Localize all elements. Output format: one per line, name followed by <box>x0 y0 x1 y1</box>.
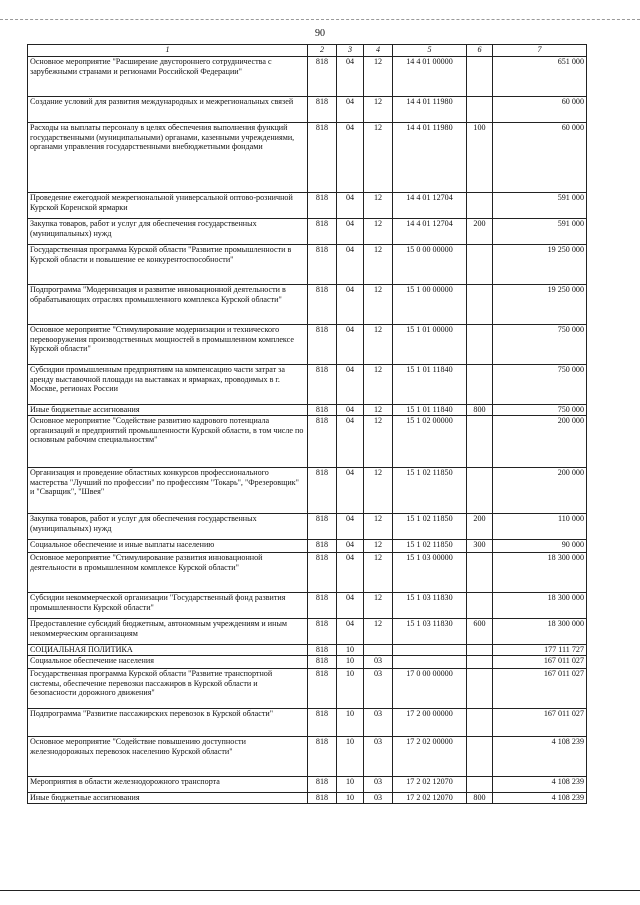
row-target-code: 15 1 01 00000 <box>393 325 467 365</box>
row-ministry-code: 818 <box>308 97 337 123</box>
row-amount: 167 011 027 <box>493 669 587 709</box>
table-row <box>28 619 587 645</box>
row-expense-type <box>467 709 493 737</box>
row-ministry-code: 818 <box>308 709 337 737</box>
row-section-code: 04 <box>337 325 364 365</box>
row-section-code: 04 <box>337 405 364 416</box>
row-ministry-code: 818 <box>308 123 337 193</box>
row-ministry-code: 818 <box>308 193 337 219</box>
row-subsection-code: 12 <box>364 123 393 193</box>
col-header-7: 7 <box>493 45 587 57</box>
row-expense-type <box>467 416 493 468</box>
table-row <box>28 777 587 793</box>
row-amount: 200 000 <box>493 416 587 468</box>
row-subsection-code: 03 <box>364 709 393 737</box>
row-ministry-code: 818 <box>308 553 337 593</box>
row-amount: 750 000 <box>493 365 587 405</box>
row-section-code: 10 <box>337 793 364 804</box>
row-expense-type <box>467 645 493 656</box>
row-target-code: 17 0 00 00000 <box>393 669 467 709</box>
row-subsection-code: 12 <box>364 285 393 325</box>
row-section-code: 04 <box>337 285 364 325</box>
row-subsection-code: 12 <box>364 593 393 619</box>
row-name: Субсидии некоммерческой организации "Государственный фонд развития промышленности Курской области" <box>28 593 308 619</box>
row-subsection-code: 12 <box>364 97 393 123</box>
table-row <box>28 416 587 468</box>
row-target-code: 17 2 02 00000 <box>393 737 467 777</box>
row-amount: 167 011 027 <box>493 656 587 669</box>
row-amount: 60 000 <box>493 97 587 123</box>
row-ministry-code: 818 <box>308 405 337 416</box>
row-subsection-code: 12 <box>364 468 393 514</box>
row-ministry-code: 818 <box>308 468 337 514</box>
row-target-code: 15 1 01 11840 <box>393 405 467 416</box>
table-row <box>28 193 587 219</box>
row-target-code: 17 2 02 12070 <box>393 777 467 793</box>
table-row <box>28 123 587 193</box>
row-expense-type <box>467 553 493 593</box>
table-row <box>28 553 587 593</box>
row-section-code: 04 <box>337 123 364 193</box>
table-row <box>28 645 587 656</box>
row-ministry-code: 818 <box>308 737 337 777</box>
row-target-code: 15 1 02 00000 <box>393 416 467 468</box>
row-ministry-code: 818 <box>308 285 337 325</box>
row-section-code: 10 <box>337 737 364 777</box>
row-name: Основное мероприятие "Расширение двустороннего сотрудничества с зарубежными странами и регионами Российской Федерации" <box>28 57 308 97</box>
row-subsection-code: 03 <box>364 793 393 804</box>
row-name: Закупка товаров, работ и услуг для обеспечения государственных (муниципальных) нужд <box>28 219 308 245</box>
row-section-code: 10 <box>337 656 364 669</box>
row-target-code: 15 1 02 11850 <box>393 540 467 553</box>
row-expense-type <box>467 97 493 123</box>
row-amount: 750 000 <box>493 325 587 365</box>
row-expense-type <box>467 669 493 709</box>
row-subsection-code: 12 <box>364 193 393 219</box>
table-row <box>28 737 587 777</box>
row-amount: 750 000 <box>493 405 587 416</box>
row-target-code: 14 4 01 12704 <box>393 219 467 245</box>
row-amount: 4 108 239 <box>493 793 587 804</box>
bottom-rule <box>0 890 640 891</box>
row-amount: 4 108 239 <box>493 737 587 777</box>
row-amount: 591 000 <box>493 219 587 245</box>
row-subsection-code: 03 <box>364 737 393 777</box>
row-section-code: 04 <box>337 97 364 123</box>
row-subsection-code: 12 <box>364 405 393 416</box>
row-subsection-code: 12 <box>364 416 393 468</box>
row-section-code: 04 <box>337 540 364 553</box>
budget-table <box>27 44 587 804</box>
row-section-code: 10 <box>337 645 364 656</box>
row-amount: 18 300 000 <box>493 553 587 593</box>
row-target-code: 15 1 03 11830 <box>393 619 467 645</box>
row-subsection-code <box>364 645 393 656</box>
row-expense-type: 800 <box>467 405 493 416</box>
table-row <box>28 245 587 285</box>
row-section-code: 04 <box>337 416 364 468</box>
row-ministry-code: 818 <box>308 793 337 804</box>
row-target-code <box>393 656 467 669</box>
row-ministry-code: 818 <box>308 325 337 365</box>
col-header-2: 2 <box>308 45 337 57</box>
row-section-code: 04 <box>337 619 364 645</box>
table-row <box>28 514 587 540</box>
row-expense-type: 300 <box>467 540 493 553</box>
row-name: Иные бюджетные ассигнования <box>28 405 308 416</box>
row-name: Подпрограмма "Модернизация и развитие инновационной деятельности в обрабатывающих отраслях промышленного комплекса Курской области" <box>28 285 308 325</box>
row-section-code: 04 <box>337 468 364 514</box>
col-header-1: 1 <box>28 45 308 57</box>
row-amount: 19 250 000 <box>493 245 587 285</box>
row-expense-type: 100 <box>467 123 493 193</box>
row-amount: 591 000 <box>493 193 587 219</box>
row-name: Социальное обеспечение населения <box>28 656 308 669</box>
table-row <box>28 365 587 405</box>
row-section-code: 04 <box>337 57 364 97</box>
row-name: Субсидии промышленным предприятиям на компенсацию части затрат за аренду выставочной площади на выставках и ярмарках, проводимых в г. Москве, регионах России <box>28 365 308 405</box>
table-row <box>28 97 587 123</box>
row-subsection-code: 12 <box>364 57 393 97</box>
header-row <box>28 45 587 57</box>
row-ministry-code: 818 <box>308 619 337 645</box>
row-section-code: 10 <box>337 669 364 709</box>
row-subsection-code: 12 <box>364 553 393 593</box>
row-target-code: 15 1 02 11850 <box>393 514 467 540</box>
row-name: Проведение ежегодной межрегиональной универсальной оптово-розничной Курской Коренской ярмарки <box>28 193 308 219</box>
row-amount: 200 000 <box>493 468 587 514</box>
row-expense-type: 200 <box>467 514 493 540</box>
row-ministry-code: 818 <box>308 514 337 540</box>
row-section-code: 04 <box>337 553 364 593</box>
row-expense-type <box>467 325 493 365</box>
row-expense-type: 600 <box>467 619 493 645</box>
table-row <box>28 593 587 619</box>
table-row <box>28 656 587 669</box>
table-header <box>28 45 587 57</box>
col-header-3: 3 <box>337 45 364 57</box>
row-ministry-code: 818 <box>308 365 337 405</box>
row-name: Организация и проведение областных конкурсов профессионального мастерства "Лучший по профессии" по профессиям "Токарь", "Фрезеровщик" и "Сварщик", "Швея" <box>28 468 308 514</box>
row-name: Расходы на выплаты персоналу в целях обеспечения выполнения функций государственными (муниципальными) органами, казенными учреждениями, органами управления государственными внебюджетными фондами <box>28 123 308 193</box>
row-subsection-code: 12 <box>364 540 393 553</box>
table-row <box>28 57 587 97</box>
row-expense-type <box>467 365 493 405</box>
row-target-code: 15 1 02 11850 <box>393 468 467 514</box>
row-amount: 90 000 <box>493 540 587 553</box>
row-amount: 60 000 <box>493 123 587 193</box>
row-amount: 18 300 000 <box>493 619 587 645</box>
row-target-code: 14 4 01 00000 <box>393 57 467 97</box>
row-subsection-code: 12 <box>364 325 393 365</box>
row-target-code: 15 1 03 00000 <box>393 553 467 593</box>
row-subsection-code: 12 <box>364 219 393 245</box>
row-section-code: 04 <box>337 365 364 405</box>
row-expense-type <box>467 468 493 514</box>
table-row <box>28 468 587 514</box>
row-expense-type <box>467 57 493 97</box>
row-target-code: 14 4 01 11980 <box>393 97 467 123</box>
row-amount: 110 000 <box>493 514 587 540</box>
row-ministry-code: 818 <box>308 669 337 709</box>
row-name: Подпрограмма "Развитие пассажирских перевозок в Курской области" <box>28 709 308 737</box>
row-name: Создание условий для развития международных и межрегиональных связей <box>28 97 308 123</box>
row-name: Предоставление субсидий бюджетным, автономным учреждениям и иным некоммерческим организациям <box>28 619 308 645</box>
row-name: Государственная программа Курской области "Развитие транспортной системы, обеспечение перевозки пассажиров в Курской области и безопасности дорожного движения" <box>28 669 308 709</box>
row-ministry-code: 818 <box>308 219 337 245</box>
row-section-code: 04 <box>337 593 364 619</box>
table-row <box>28 219 587 245</box>
row-name: Государственная программа Курской области "Развитие промышленности в Курской области и повышение ее конкурентоспособности" <box>28 245 308 285</box>
row-name: Социальное обеспечение и иные выплаты населению <box>28 540 308 553</box>
row-subsection-code: 03 <box>364 656 393 669</box>
row-section-code: 10 <box>337 709 364 737</box>
table-row <box>28 793 587 804</box>
row-ministry-code: 818 <box>308 416 337 468</box>
row-amount: 177 111 727 <box>493 645 587 656</box>
row-expense-type <box>467 193 493 219</box>
row-ministry-code: 818 <box>308 540 337 553</box>
row-section-code: 04 <box>337 193 364 219</box>
row-target-code: 17 2 02 12070 <box>393 793 467 804</box>
table-row <box>28 709 587 737</box>
row-ministry-code: 818 <box>308 656 337 669</box>
row-amount: 18 300 000 <box>493 593 587 619</box>
table-row <box>28 405 587 416</box>
row-target-code <box>393 645 467 656</box>
row-expense-type <box>467 593 493 619</box>
table-body <box>28 57 587 804</box>
row-expense-type: 200 <box>467 219 493 245</box>
row-target-code: 14 4 01 12704 <box>393 193 467 219</box>
row-ministry-code: 818 <box>308 245 337 285</box>
row-name: Основное мероприятие "Содействие повышению доступности железнодорожных перевозок населению Курской области" <box>28 737 308 777</box>
row-section-code: 04 <box>337 245 364 285</box>
row-ministry-code: 818 <box>308 593 337 619</box>
row-name: Основное мероприятие "Стимулирование развития инновационной деятельности в промышленном комплексе Курской области" <box>28 553 308 593</box>
row-target-code: 17 2 00 00000 <box>393 709 467 737</box>
col-header-6: 6 <box>467 45 493 57</box>
row-subsection-code: 12 <box>364 619 393 645</box>
row-expense-type <box>467 245 493 285</box>
row-ministry-code: 818 <box>308 645 337 656</box>
top-rule <box>0 19 640 20</box>
row-amount: 167 011 027 <box>493 709 587 737</box>
row-section-code: 04 <box>337 219 364 245</box>
row-amount: 651 000 <box>493 57 587 97</box>
row-section-code: 04 <box>337 514 364 540</box>
row-target-code: 15 0 00 00000 <box>393 245 467 285</box>
row-target-code: 14 4 01 11980 <box>393 123 467 193</box>
row-name: Иные бюджетные ассигнования <box>28 793 308 804</box>
table-row <box>28 669 587 709</box>
row-subsection-code: 03 <box>364 669 393 709</box>
row-name: Закупка товаров, работ и услуг для обеспечения государственных (муниципальных) нужд <box>28 514 308 540</box>
row-expense-type: 800 <box>467 793 493 804</box>
row-amount: 19 250 000 <box>493 285 587 325</box>
row-expense-type <box>467 285 493 325</box>
row-subsection-code: 12 <box>364 245 393 285</box>
table-row <box>28 285 587 325</box>
row-subsection-code: 03 <box>364 777 393 793</box>
row-subsection-code: 12 <box>364 514 393 540</box>
table-row <box>28 540 587 553</box>
row-subsection-code: 12 <box>364 365 393 405</box>
row-name: Основное мероприятие "Стимулирование модернизации и технического перевооружения производственных мощностей в промышленном комплексе Курской области" <box>28 325 308 365</box>
row-target-code: 15 1 00 00000 <box>393 285 467 325</box>
row-target-code: 15 1 01 11840 <box>393 365 467 405</box>
page-number: 90 <box>315 28 325 39</box>
col-header-4: 4 <box>364 45 393 57</box>
row-name: СОЦИАЛЬНАЯ ПОЛИТИКА <box>28 645 308 656</box>
row-expense-type <box>467 737 493 777</box>
row-name: Мероприятия в области железнодорожного транспорта <box>28 777 308 793</box>
row-expense-type <box>467 656 493 669</box>
table-row <box>28 325 587 365</box>
row-ministry-code: 818 <box>308 777 337 793</box>
row-ministry-code: 818 <box>308 57 337 97</box>
row-target-code: 15 1 03 11830 <box>393 593 467 619</box>
row-section-code: 10 <box>337 777 364 793</box>
row-expense-type <box>467 777 493 793</box>
col-header-5: 5 <box>393 45 467 57</box>
row-name: Основное мероприятие "Содействие развитию кадрового потенциала организаций и предприятий промышленности Курской области, в том числе по основным рабочим специальностям" <box>28 416 308 468</box>
row-amount: 4 108 239 <box>493 777 587 793</box>
